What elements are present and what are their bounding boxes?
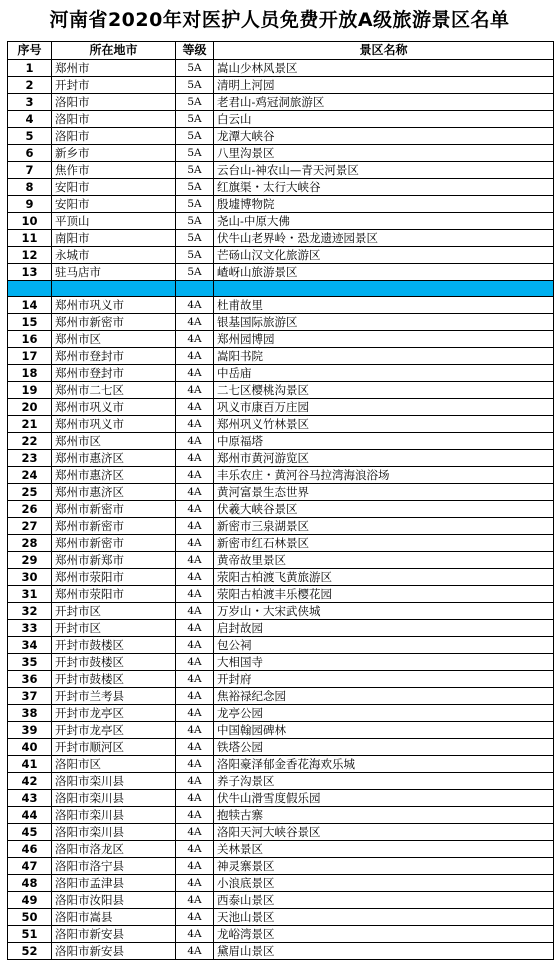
cell-name: 洛阳天河大峡谷景区 [214,824,554,841]
cell-name: 荥阳古柏渡飞黄旅游区 [214,569,554,586]
table-row [8,841,554,858]
cell-name: 关林景区 [214,841,554,858]
table-row [8,145,554,162]
cell-name: 中国翰园碑林 [214,722,554,739]
cell-no: 45 [8,824,52,841]
cell-no: 24 [8,467,52,484]
cell-city: 郑州市 [52,60,176,77]
cell-level: 4A [176,790,214,807]
cell-name: 杜甫故里 [214,297,554,314]
cell-level: 5A [176,94,214,111]
cell-no: 36 [8,671,52,688]
cell-city: 开封市兰考县 [52,688,176,705]
cell-level: 4A [176,569,214,586]
table-row [8,688,554,705]
cell-no: 2 [8,77,52,94]
table-row [8,111,554,128]
cell-city: 郑州市新密市 [52,501,176,518]
table-row [8,535,554,552]
table-header-row [8,42,554,60]
cell-level: 5A [176,247,214,264]
cell-no: 3 [8,94,52,111]
cell-city: 洛阳市新安县 [52,926,176,943]
cell-no: 47 [8,858,52,875]
scenic-area-table [7,41,554,960]
cell-city: 开封市鼓楼区 [52,637,176,654]
table-row [8,773,554,790]
cell-name: 云台山-神农山—青天河景区 [214,162,554,179]
cell-name: 红旗渠・太行大峡谷 [214,179,554,196]
cell-city: 郑州市巩义市 [52,416,176,433]
table-row [8,552,554,569]
cell-city: 洛阳市洛龙区 [52,841,176,858]
cell-city: 洛阳市栾川县 [52,773,176,790]
separator-cell [8,281,52,297]
cell-level: 5A [176,213,214,230]
cell-no: 18 [8,365,52,382]
cell-no: 1 [8,60,52,77]
cell-name: 清明上河园 [214,77,554,94]
table-row [8,179,554,196]
cell-city: 洛阳市 [52,111,176,128]
cell-no: 14 [8,297,52,314]
cell-name: 黛眉山景区 [214,943,554,960]
cell-level: 5A [176,111,214,128]
header-name: 景区名称 [214,42,554,60]
table-row [8,722,554,739]
cell-name: 巩义市康百万庄园 [214,399,554,416]
cell-no: 51 [8,926,52,943]
cell-city: 开封市顺河区 [52,739,176,756]
cell-level: 4A [176,603,214,620]
cell-name: 启封故园 [214,620,554,637]
table-row [8,518,554,535]
cell-city: 郑州市巩义市 [52,297,176,314]
cell-city: 洛阳市栾川县 [52,790,176,807]
cell-city: 平顶山 [52,213,176,230]
cell-name: 养子沟景区 [214,773,554,790]
cell-no: 27 [8,518,52,535]
table-row [8,196,554,213]
cell-no: 50 [8,909,52,926]
cell-city: 郑州市惠济区 [52,484,176,501]
cell-name: 黄河富景生态世界 [214,484,554,501]
cell-no: 11 [8,230,52,247]
cell-no: 34 [8,637,52,654]
table-row [8,943,554,960]
table-row [8,331,554,348]
cell-no: 21 [8,416,52,433]
cell-no: 31 [8,586,52,603]
cell-no: 23 [8,450,52,467]
cell-no: 48 [8,875,52,892]
cell-name: 尧山-中原大佛 [214,213,554,230]
table-row [8,858,554,875]
cell-name: 老君山-鸡冠洞旅游区 [214,94,554,111]
table-row [8,909,554,926]
table-row [8,416,554,433]
cell-no: 42 [8,773,52,790]
table-row [8,94,554,111]
cell-level: 4A [176,331,214,348]
cell-name: 二七区樱桃沟景区 [214,382,554,399]
cell-city: 洛阳市栾川县 [52,824,176,841]
cell-name: 新密市红石林景区 [214,535,554,552]
cell-level: 4A [176,433,214,450]
cell-no: 46 [8,841,52,858]
cell-city: 洛阳市 [52,128,176,145]
cell-no: 5 [8,128,52,145]
cell-city: 安阳市 [52,179,176,196]
cell-level: 4A [176,926,214,943]
cell-city: 郑州市区 [52,433,176,450]
table-row [8,382,554,399]
cell-level: 4A [176,348,214,365]
table-row [8,603,554,620]
cell-level: 4A [176,484,214,501]
cell-city: 洛阳市新安县 [52,943,176,960]
cell-no: 38 [8,705,52,722]
cell-name: 郑州园博园 [214,331,554,348]
table-row [8,365,554,382]
cell-name: 嵩阳书院 [214,348,554,365]
cell-city: 洛阳市孟津县 [52,875,176,892]
cell-city: 洛阳市 [52,94,176,111]
cell-no: 30 [8,569,52,586]
cell-name: 银基国际旅游区 [214,314,554,331]
separator-cell [176,281,214,297]
cell-city: 郑州市荥阳市 [52,586,176,603]
cell-level: 4A [176,705,214,722]
cell-name: 开封府 [214,671,554,688]
cell-no: 15 [8,314,52,331]
cell-name: 芒砀山汉文化旅游区 [214,247,554,264]
table-row [8,128,554,145]
cell-no: 17 [8,348,52,365]
separator-cell [214,281,554,297]
cell-city: 郑州市荥阳市 [52,569,176,586]
cell-level: 4A [176,501,214,518]
cell-name: 荥阳古柏渡丰乐樱花园 [214,586,554,603]
cell-no: 43 [8,790,52,807]
table-row [8,297,554,314]
cell-city: 郑州市区 [52,331,176,348]
cell-no: 49 [8,892,52,909]
table-row [8,467,554,484]
table-row [8,671,554,688]
cell-level: 5A [176,264,214,281]
cell-no: 32 [8,603,52,620]
table-row [8,705,554,722]
cell-no: 4 [8,111,52,128]
cell-no: 10 [8,213,52,230]
cell-name: 中岳庙 [214,365,554,382]
cell-no: 52 [8,943,52,960]
table-row [8,213,554,230]
cell-level: 4A [176,552,214,569]
table-row [8,892,554,909]
cell-level: 4A [176,824,214,841]
cell-city: 郑州市惠济区 [52,450,176,467]
table-body [8,60,554,960]
cell-level: 5A [176,179,214,196]
cell-city: 焦作市 [52,162,176,179]
cell-name: 嵖岈山旅游景区 [214,264,554,281]
cell-name: 郑州巩义竹林景区 [214,416,554,433]
cell-no: 22 [8,433,52,450]
cell-no: 13 [8,264,52,281]
cell-city: 永城市 [52,247,176,264]
cell-level: 4A [176,943,214,960]
header-level: 等级 [176,42,214,60]
cell-name: 殷墟博物院 [214,196,554,213]
cell-no: 39 [8,722,52,739]
cell-level: 4A [176,450,214,467]
cell-no: 20 [8,399,52,416]
cell-city: 洛阳市汝阳县 [52,892,176,909]
cell-no: 40 [8,739,52,756]
cell-level: 4A [176,841,214,858]
cell-level: 4A [176,467,214,484]
cell-level: 4A [176,382,214,399]
cell-level: 4A [176,518,214,535]
cell-level: 5A [176,230,214,247]
cell-name: 丰乐农庄・黄河谷马拉湾海浪浴场 [214,467,554,484]
cell-no: 7 [8,162,52,179]
cell-level: 4A [176,688,214,705]
table-row [8,620,554,637]
cell-name: 抱犊古寨 [214,807,554,824]
table-row [8,450,554,467]
cell-no: 29 [8,552,52,569]
cell-name: 嵩山少林风景区 [214,60,554,77]
cell-city: 郑州市巩义市 [52,399,176,416]
cell-name: 西泰山景区 [214,892,554,909]
table-row [8,77,554,94]
table-row [8,501,554,518]
cell-name: 白云山 [214,111,554,128]
cell-name: 伏羲大峡谷景区 [214,501,554,518]
cell-level: 4A [176,773,214,790]
cell-city: 洛阳市嵩县 [52,909,176,926]
cell-city: 新乡市 [52,145,176,162]
table-row [8,348,554,365]
cell-level: 4A [176,416,214,433]
table-row [8,484,554,501]
table-row [8,162,554,179]
cell-level: 4A [176,892,214,909]
cell-name: 龙潭大峡谷 [214,128,554,145]
cell-city: 开封市区 [52,620,176,637]
cell-level: 4A [176,365,214,382]
cell-level: 5A [176,196,214,213]
cell-level: 4A [176,654,214,671]
cell-name: 铁塔公园 [214,739,554,756]
cell-name: 包公祠 [214,637,554,654]
cell-no: 25 [8,484,52,501]
table-row [8,569,554,586]
table-row [8,926,554,943]
header-no: 序号 [8,42,52,60]
table-row [8,756,554,773]
cell-city: 南阳市 [52,230,176,247]
cell-level: 4A [176,399,214,416]
cell-level: 5A [176,60,214,77]
cell-name: 万岁山・大宋武侠城 [214,603,554,620]
table-row [8,875,554,892]
cell-name: 黄帝故里景区 [214,552,554,569]
cell-name: 神灵寨景区 [214,858,554,875]
cell-city: 驻马店市 [52,264,176,281]
cell-level: 4A [176,909,214,926]
cell-level: 4A [176,722,214,739]
cell-name: 中原福塔 [214,433,554,450]
cell-level: 4A [176,314,214,331]
cell-city: 开封市鼓楼区 [52,654,176,671]
cell-city: 开封市鼓楼区 [52,671,176,688]
cell-name: 龙亭公园 [214,705,554,722]
cell-name: 焦裕禄纪念园 [214,688,554,705]
table-row [8,247,554,264]
cell-city: 洛阳市栾川县 [52,807,176,824]
cell-level: 4A [176,620,214,637]
table-row [8,60,554,77]
table-row [8,824,554,841]
cell-level: 4A [176,586,214,603]
cell-no: 19 [8,382,52,399]
cell-name: 郑州市黄河游览区 [214,450,554,467]
cell-city: 开封市 [52,77,176,94]
cell-no: 6 [8,145,52,162]
cell-city: 郑州市登封市 [52,365,176,382]
cell-city: 洛阳市区 [52,756,176,773]
cell-name: 八里沟景区 [214,145,554,162]
cell-level: 4A [176,807,214,824]
section-separator-row [8,281,554,297]
cell-city: 郑州市新密市 [52,518,176,535]
cell-level: 4A [176,297,214,314]
cell-level: 5A [176,145,214,162]
cell-no: 33 [8,620,52,637]
cell-level: 4A [176,756,214,773]
cell-city: 洛阳市洛宁县 [52,858,176,875]
cell-city: 安阳市 [52,196,176,213]
cell-no: 9 [8,196,52,213]
cell-city: 郑州市二七区 [52,382,176,399]
cell-no: 44 [8,807,52,824]
cell-level: 4A [176,535,214,552]
cell-city: 郑州市新密市 [52,314,176,331]
cell-no: 28 [8,535,52,552]
cell-no: 41 [8,756,52,773]
cell-name: 洛阳豪泽郁金香花海欢乐城 [214,756,554,773]
cell-level: 5A [176,162,214,179]
cell-name: 天池山景区 [214,909,554,926]
cell-name: 伏牛山滑雪度假乐园 [214,790,554,807]
table-row [8,399,554,416]
page-title: 河南省2020年对医护人员免费开放A级旅游景区名单 [49,9,510,31]
cell-name: 小浪底景区 [214,875,554,892]
cell-level: 4A [176,858,214,875]
cell-city: 郑州市新密市 [52,535,176,552]
table-row [8,264,554,281]
cell-city: 开封市龙亭区 [52,722,176,739]
cell-city: 开封市龙亭区 [52,705,176,722]
cell-city: 郑州市登封市 [52,348,176,365]
cell-no: 8 [8,179,52,196]
cell-city: 郑州市惠济区 [52,467,176,484]
separator-cell [52,281,176,297]
table-row [8,586,554,603]
table-row [8,433,554,450]
cell-level: 4A [176,875,214,892]
cell-level: 4A [176,739,214,756]
table-row [8,739,554,756]
cell-no: 12 [8,247,52,264]
cell-no: 16 [8,331,52,348]
cell-level: 4A [176,637,214,654]
cell-name: 新密市三泉湖景区 [214,518,554,535]
header-city: 所在地市 [52,42,176,60]
cell-no: 35 [8,654,52,671]
table-row [8,790,554,807]
cell-city: 开封市区 [52,603,176,620]
table-row [8,654,554,671]
cell-name: 伏牛山老界岭・恐龙遗迹园景区 [214,230,554,247]
cell-city: 郑州市新郑市 [52,552,176,569]
cell-level: 5A [176,77,214,94]
cell-name: 大相国寺 [214,654,554,671]
table-row [8,807,554,824]
cell-no: 37 [8,688,52,705]
table-row [8,637,554,654]
table-row [8,314,554,331]
table-row [8,230,554,247]
cell-level: 5A [176,128,214,145]
cell-no: 26 [8,501,52,518]
cell-name: 龙峪湾景区 [214,926,554,943]
cell-level: 4A [176,671,214,688]
